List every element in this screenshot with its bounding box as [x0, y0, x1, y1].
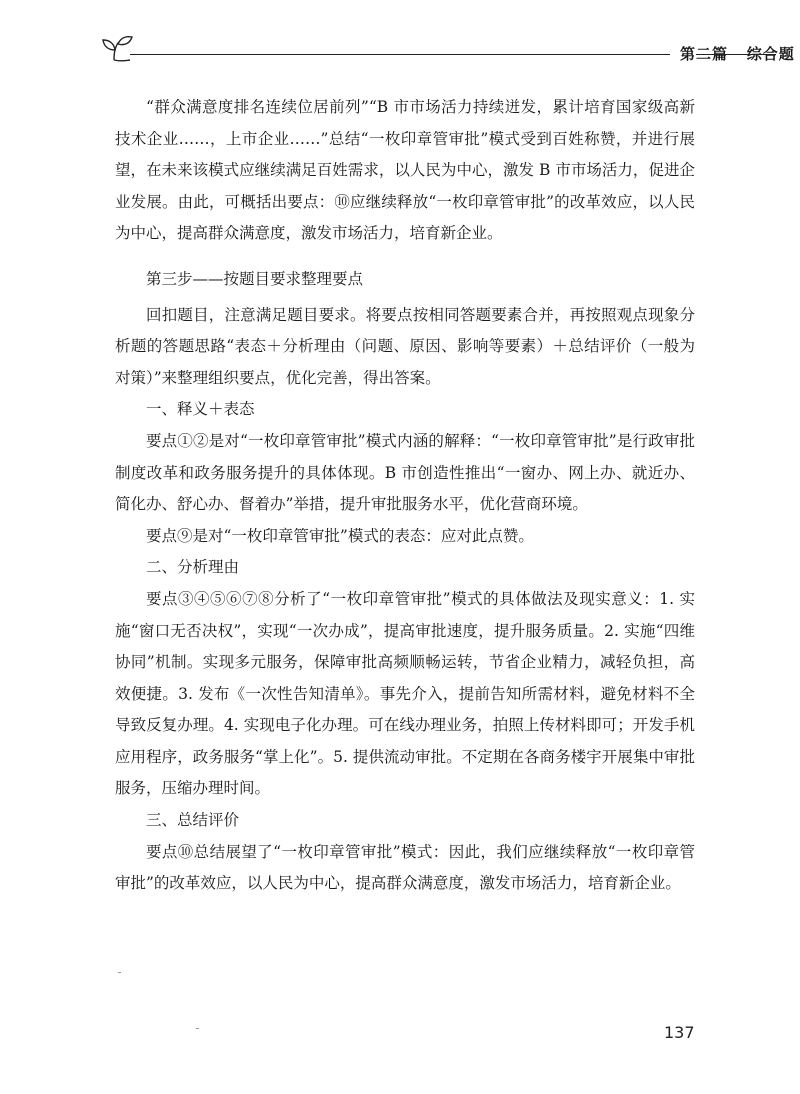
scan-speck [196, 1028, 199, 1029]
page-header [100, 34, 795, 64]
header-rule-left [130, 54, 670, 55]
scan-speck [118, 972, 121, 973]
section-heading: 一、释义＋表态 [146, 400, 255, 419]
sprout-icon [100, 34, 138, 64]
page-number: 137 [664, 1023, 695, 1042]
section-heading: 三、总结评价 [146, 811, 240, 830]
page-body [115, 92, 695, 900]
paragraph: 要点①②是对“一枚印章管审批”模式内涵的解释：“一枚印章管审批”是行政审批制度改革和政务服务提升的具体体现。B 市创造性推出“一窗办、网上办、就近办、简化办、舒心办、督着办”举措，提升审批服务水平，优化营商环境。 [115, 431, 695, 514]
header-chapter: 综合题 [746, 45, 795, 63]
paragraph: “群众满意度排名连续位居前列”“B 市市场活力持续迸发，累计培育国家级高新技术企业……，上市企业……”总结“一枚印章管审批”模式受到百姓称赞，并进行展望，在未来该模式应继续满足百姓需求，以人民为中心，激发 B 市市场活力，促进企业发展。由此，可概括出要点：⑩应继续释放“一枚印章管审批”的改革效应，以人民为中心，提高群众满意度，激发市场活力，培育新企业。 [115, 98, 695, 243]
header-section: 第二篇 [680, 45, 729, 63]
paragraph: 要点⑩总结展望了“一枚印章管审批”模式：因此，我们应继续释放“一枚印章管审批”的改革效应，以人民为中心，提高群众满意度，激发市场活力，培育新企业。 [115, 842, 695, 893]
header-rule-tail [696, 54, 776, 55]
paragraph: 要点⑨是对“一枚印章管审批”模式的表态：应对此点赞。 [146, 526, 534, 545]
section-heading: 二、分析理由 [146, 558, 240, 577]
paragraph: 回扣题目，注意满足题目要求。将要点按相同答题要素合并，再按照观点现象分析题的答题思路“表态＋分析理由（问题、原因、影响等要素）＋总结评价（一般为对策）”来整理组织要点，优化完善，得出答案。 [115, 305, 695, 387]
paragraph: 要点③④⑤⑥⑦⑧分析了“一枚印章管审批”模式的具体做法及现实意义：1. 实施“窗口无否决权”，实现“一次办成”，提高审批速度，提升服务质量。2. 实施“四维协同”机制。实现多元服务，保障审批高频顺畅运转，节省企业精力，减轻负担，高效便捷。3. 发布《一次性告知清单》。事先介入，提前告知所需材料，避免材料不全导致反复办理。4. 实现电子化办理。可在线办理业务，拍照上传材料即可；开发手机应用程序，政务服务“掌上化”。5. 提供流动审批。不定期在各商务楼宇开展集中审批服务，压缩办理时间。 [115, 589, 695, 798]
step-heading: 第三步——按题目要求整理要点 [146, 269, 364, 288]
